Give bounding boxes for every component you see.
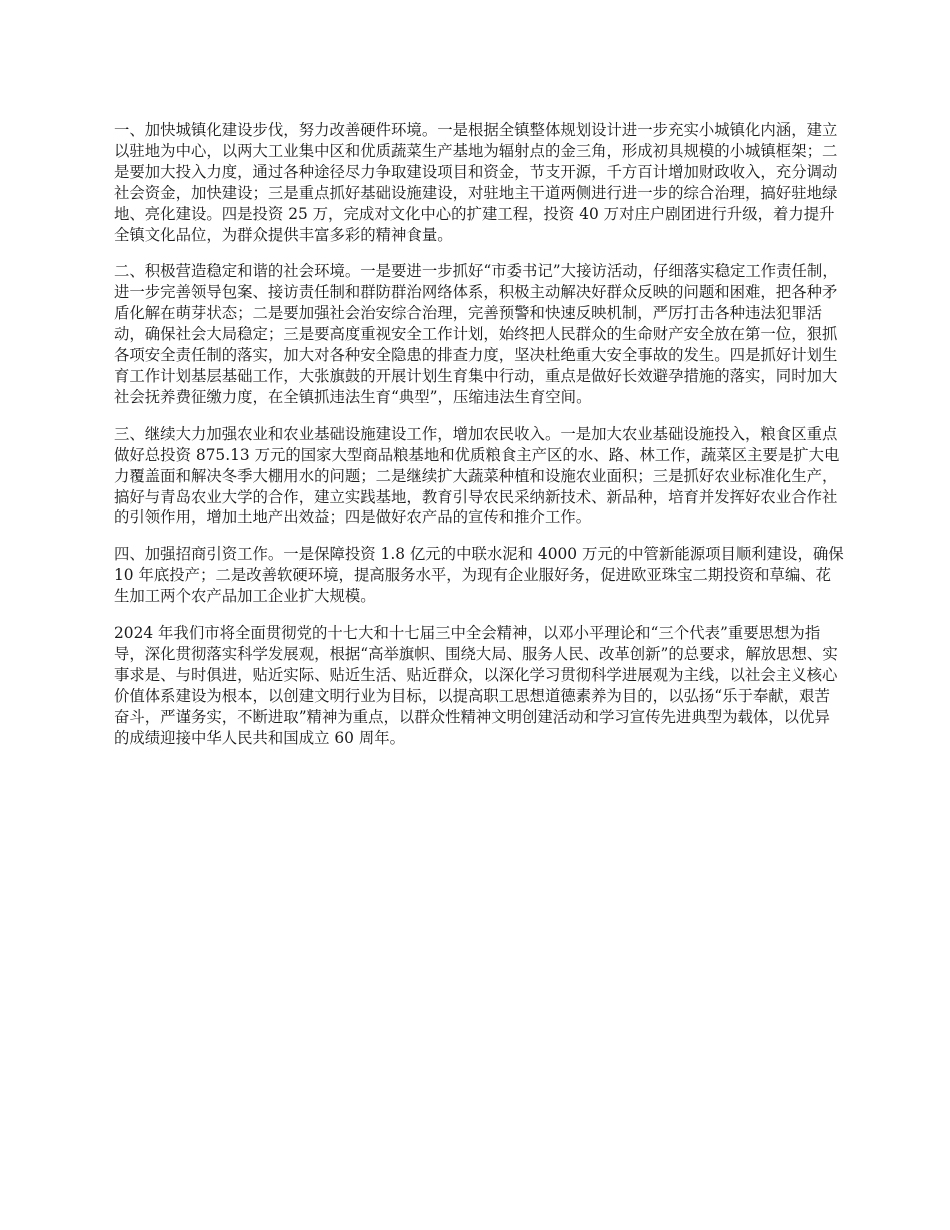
paragraph-2024-plan: 2024 年我们市将全面贯彻党的十七大和十七届三中全会精神，以邓小平理论和“三个代表”重要思想为指导，深化贯彻落实科学发展观，根据“高举旗帜、围绕大局、服务人民、改革创新”的总要求，解放思想、实事求是、与时俱进，贴近实际、贴近生活、贴近群众，以深化学习贯彻科学进展观为主线，以社会主义核心价值体系建设为根本，以创建文明行业为目标，以提高职工思想道德素养为目的，以弘扬“乐于奉献，艰苦奋斗，严谨务实，不断进取”精神为重点，以群众性精神文明创建活动和学习宣传先进典型为载体，以优异的成绩迎接中华人民共和国成立 60 周年。 [114, 624, 838, 747]
paragraph-investment: 四、加强招商引资工作。一是保障投资 1.8 亿元的中联水泥和 4000 万元的中管新能源项目顺利建设，确保 10 年底投产；二是改善软硬环境，提高服务水平，为现有企业服好务，促进欧亚珠宝二期投资和草编、花生加工两个农产品加工企业扩大规模。 [114, 545, 844, 606]
paragraph-agriculture: 三、继续大力加强农业和农业基础设施建设工作，增加农民收入。一是加大农业基础设施投入，粮食区重点做好总投资 875.13 万元的国家大型商品粮基地和优质粮食主产区的水、路、林工作，蔬菜区主要是扩大电力覆盖面和解决冬季大棚用水的问题；二是继续扩大蔬菜种植和设施农业面积；三是抓好农业标准化生产，搞好与青岛农业大学的合作，建立实践基地，教育引导农民采纳新技术、新品种，培育并发挥好农业合作社的引领作用，增加土地产出效益；四是做好农产品的宣传和推介工作。 [114, 424, 840, 527]
paragraph-social-stability: 二、积极营造稳定和谐的社会环境。一是要进一步抓好“市委书记”大接访活动，仔细落实稳定工作责任制，进一步完善领导包案、接访责任制和群防群治网络体系，积极主动解决好群众反映的问题和困难，把各种矛盾化解在萌芽状态；二是要加强社会治安综合治理，完善预警和快速反映机制，严厉打击各种违法犯罪活动，确保社会大局稳定；三是要高度重视安全工作计划，始终把人民群众的生命财产安全放在第一位，狠抓各项安全责任制的落实，加大对各种安全隐患的排查力度，坚决杜绝重大安全事故的发生。四是抓好计划生育工作计划基层基础工作，大张旗鼓的开展计划生育集中行动，重点是做好长效避孕措施的落实，同时加大社会抚养费征缴力度，在全镇抓违法生育“典型”，压缩违法生育空间。 [114, 262, 838, 406]
paragraph-urbanization: 一、加快城镇化建设步伐，努力改善硬件环境。一是根据全镇整体规划设计进一步充实小城镇化内涵，建立以驻地为中心，以两大工业集中区和优质蔬菜生产基地为辐射点的金三角，形成初具规模的小城镇框架；二是要加大投入力度，通过各种途径尽力争取建设项目和资金，节支开源，千方百计增加财政收入，充分调动社会资金，加快建设；三是重点抓好基础设施建设，对驻地主干道两侧进行进一步的综合治理，搞好驻地绿地、亮化建设。四是投资 25 万，完成对文化中心的扩建工程，投资 40 万对庄户剧团进行升级，着力提升全镇文化品位，为群众提供丰富多彩的精神食量。 [114, 121, 838, 244]
document-body [114, 120, 844, 764]
